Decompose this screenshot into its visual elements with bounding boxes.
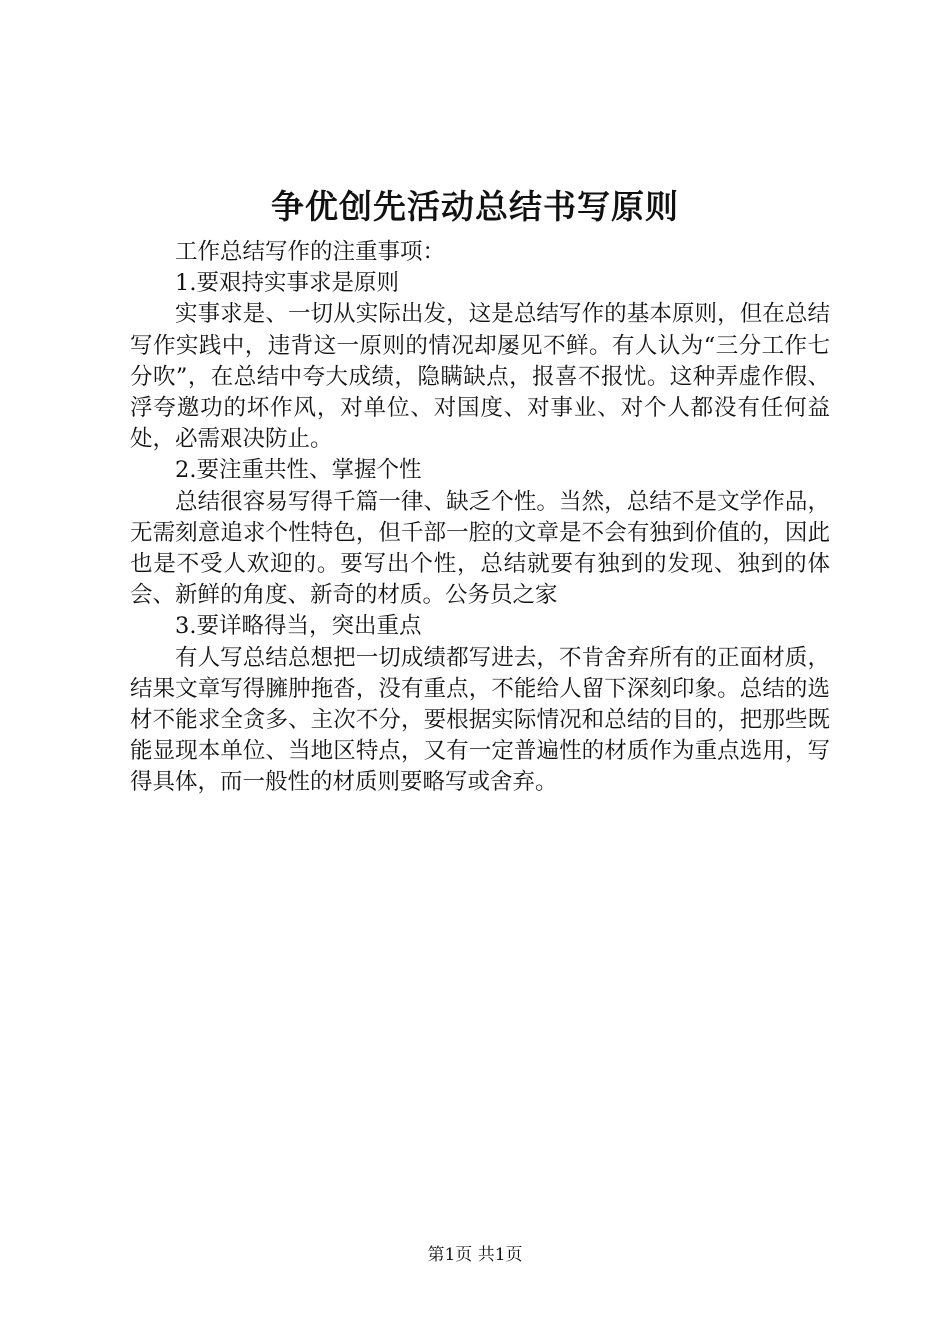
section-heading-2: 2.要注重共性、掌握个性 (175, 457, 422, 484)
section-heading-3: 3.要详略得当，突出重点 (175, 613, 422, 640)
page-footer: 第1页 共1页 (427, 1245, 523, 1265)
section-body-1: 实事求是、一切从实际出发，这是总结写作的基本原则，但在总结写作实践中，违背这一原则的情况却屡见不鲜。有人认为“三分工作七分吹”，在总结中夸大成绩，隐瞒缺点，报喜不报忧。这种弄虚作假、浮夸邀功的坏作风，对单位、对国度、对事业、对个人都没有任何益处，必需艰决防止。 (130, 301, 830, 453)
document-body (130, 237, 830, 799)
section-heading-1: 1.要艰持实事求是原则 (175, 270, 399, 297)
section-body-2: 总结很容易写得千篇一律、缺乏个性。当然，总结不是文学作品，无需刻意追求个性特色，但千部一腔的文章是不会有独到价值的，因此也是不受人欢迎的。要写出个性，总结就要有独到的发现、独到的体会、新鲜的角度、新奇的材质。公务员之家 (130, 488, 830, 609)
paragraph-intro: 工作总结写作的注重事项： (175, 239, 446, 265)
document-title: 争优创先活动总结书写原则 (271, 187, 679, 226)
section-body-3: 有人写总结总想把一切成绩都写进去，不肯舍弃所有的正面材质，结果文章写得臃肿拖沓，没有重点，不能给人留下深刻印象。总结的选材不能求全贪多、主次不分，要根据实际情况和总结的目的，把那些既能显现本单位、当地区特点，又有一定普遍性的材质作为重点选用，写得具体，而一般性的材质则要略写或舍弃。 (130, 644, 830, 796)
